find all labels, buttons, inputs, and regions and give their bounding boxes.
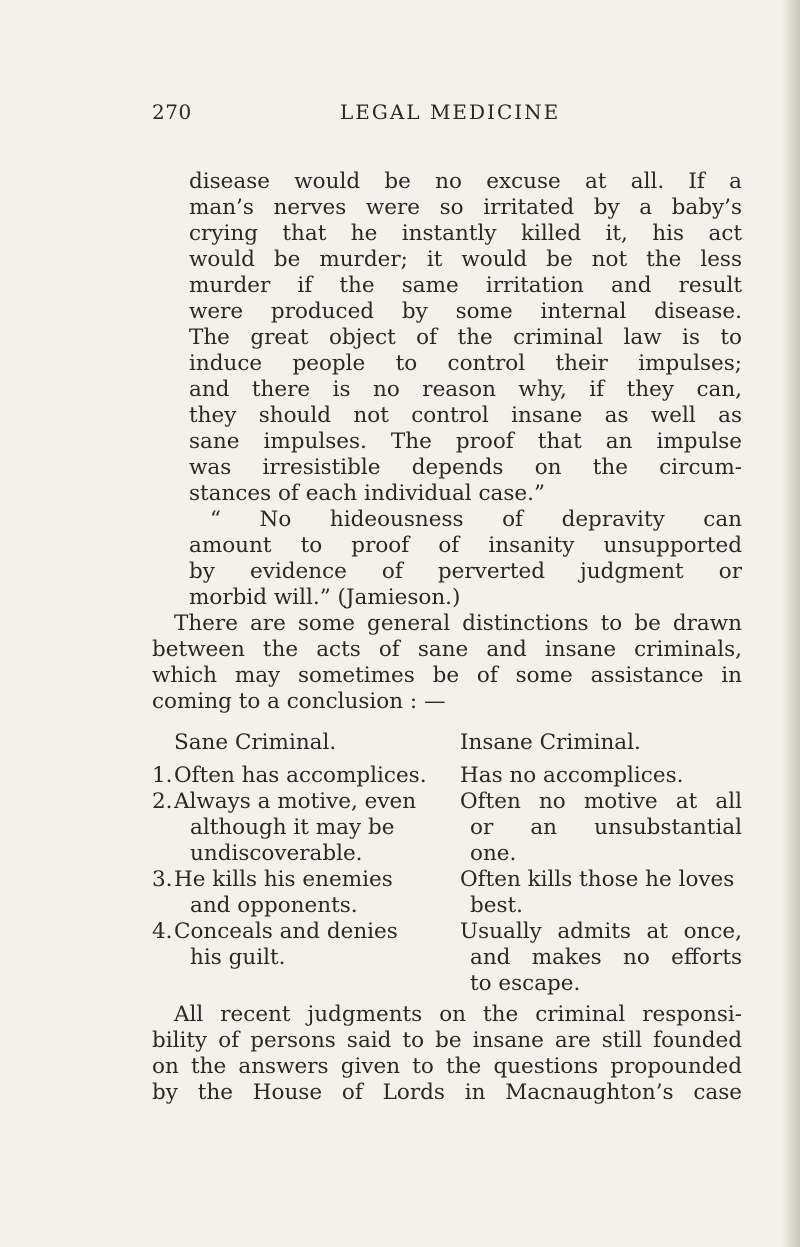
insane-heading: Insane Criminal. [460,730,641,755]
sane-cell: and opponents. [190,893,358,918]
insane-cell: Has no accomplices. [460,763,684,788]
sane-cell: Conceals and denies [174,919,398,944]
closing-line: by the House of Lords in Macnaughton’s case [152,1080,742,1105]
intro-line: There are some general distinctions to be drawn [174,611,742,636]
insane-cell: Often no motive at all [460,789,742,814]
closing-line: bility of persons said to be insane are still founded [152,1028,742,1053]
sane-cell: although it may be [190,815,395,840]
insane-cell: one. [470,841,517,866]
quote-line: amount to proof of insanity unsupported [189,533,742,558]
running-head: LEGAL MEDICINE [340,100,561,124]
sane-cell: undiscoverable. [190,841,363,866]
quote-line: they should not control insane as well as [189,403,742,428]
row-number: 3. [152,867,173,892]
quote-line: was irresistible depends on the circum- [189,455,742,480]
quote-line: would be murder; it would be not the less [189,247,742,272]
quote-line: were produced by some internal disease. [189,299,742,324]
sane-cell: his guilt. [190,945,286,970]
intro-line: which may sometimes be of some assistance in [152,663,742,688]
row-number: 1. [152,763,173,788]
page-header [152,100,712,136]
quote-line: morbid will.” (Jamieson.) [189,585,461,610]
quote-line: sane impulses. The proof that an impulse [189,429,742,454]
page-number: 270 [152,100,192,124]
quote-line: stances of each individual case.” [189,481,545,506]
quote-line: disease would be no excuse at all. If a [189,169,742,194]
sane-cell: Always a motive, even [174,789,417,814]
quote-line: induce people to control their impulses; [189,351,742,376]
sane-cell: Often has accomplices. [174,763,427,788]
quote-line: man’s nerves were so irritated by a baby’s [189,195,742,220]
insane-cell: Usually admits at once, [460,919,742,944]
insane-cell: Often kills those he loves [460,867,735,892]
quote-line: “ No hideousness of depravity can [210,507,742,532]
insane-cell: to escape. [470,971,581,996]
closing-line: All recent judgments on the criminal responsi- [174,1002,742,1027]
sane-heading: Sane Criminal. [174,730,337,755]
quote-line: crying that he instantly killed it, his act [189,221,742,246]
quote-line: The great object of the criminal law is to [189,325,742,350]
insane-cell: or an unsubstantial [470,815,742,840]
page-edge-shadow [782,0,800,1247]
row-number: 2. [152,789,173,814]
quote-line: and there is no reason why, if they can, [189,377,742,402]
insane-cell: best. [470,893,523,918]
insane-cell: and makes no efforts [470,945,742,970]
sane-cell: He kills his enemies [174,867,393,892]
quote-line: by evidence of perverted judgment or [189,559,742,584]
intro-line: coming to a conclusion : — [152,689,446,714]
intro-line: between the acts of sane and insane criminals, [152,637,742,662]
quote-line: murder if the same irritation and result [189,273,742,298]
row-number: 4. [152,919,173,944]
closing-line: on the answers given to the questions propounded [152,1054,742,1079]
